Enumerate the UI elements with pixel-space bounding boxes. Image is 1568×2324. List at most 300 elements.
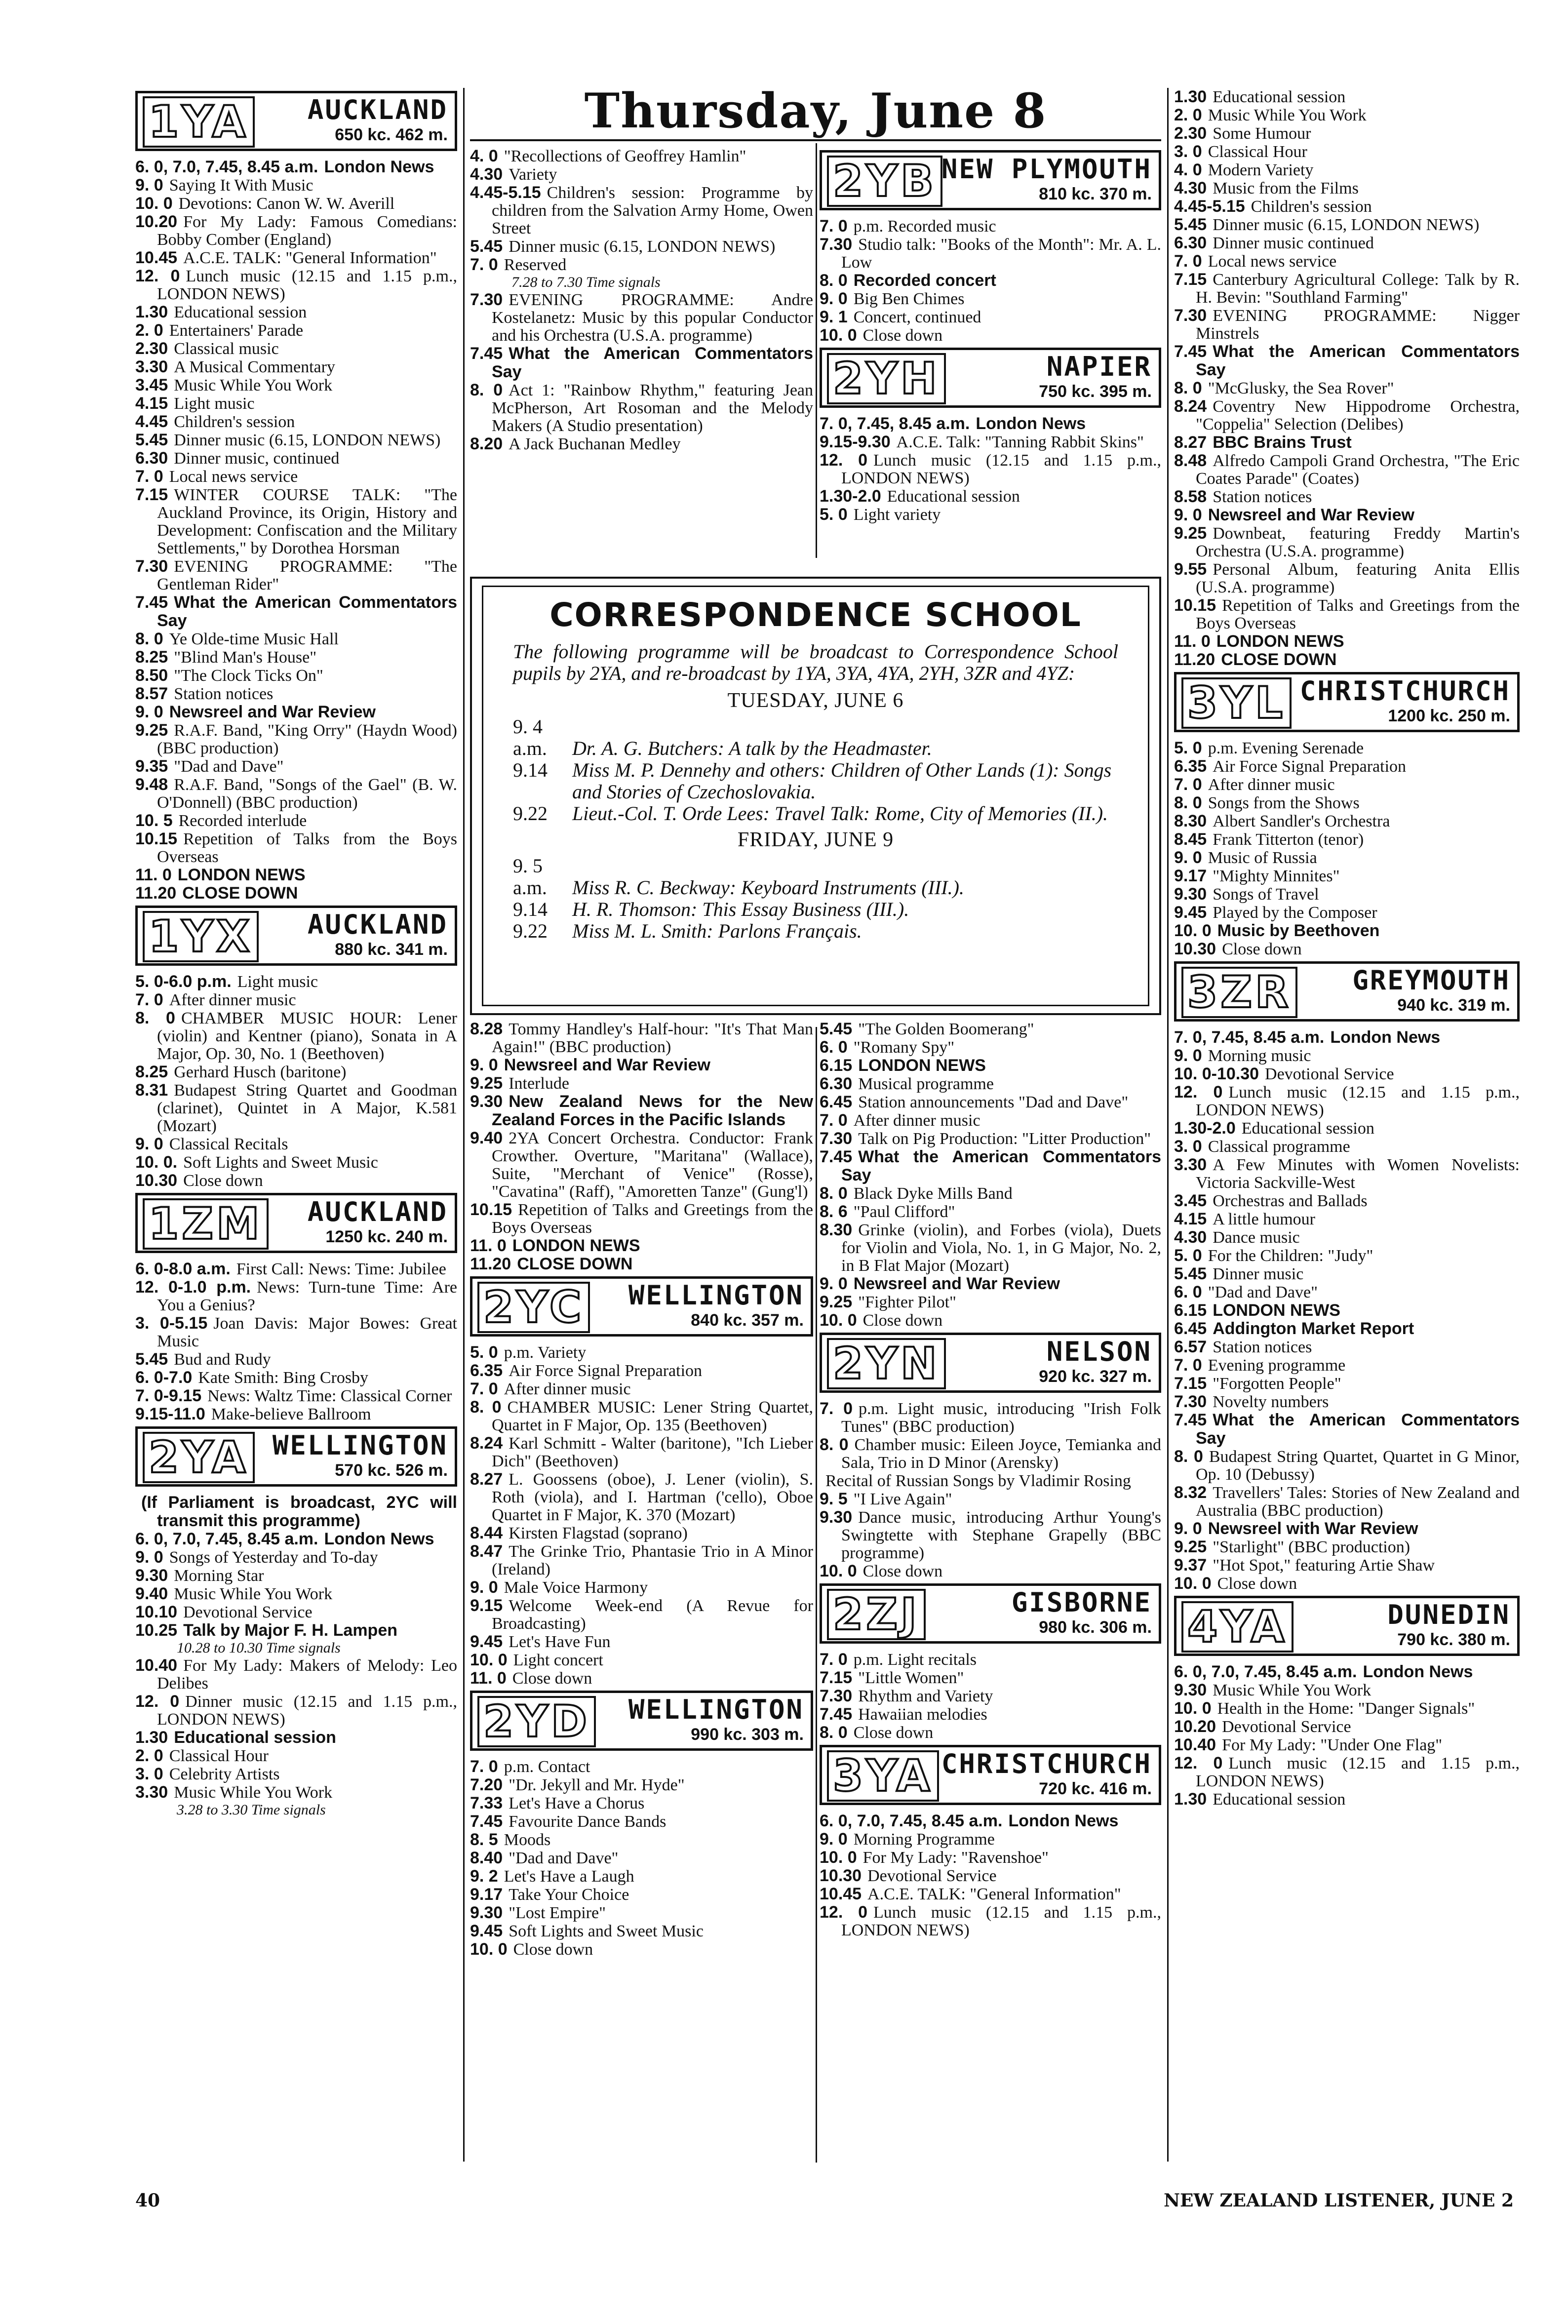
programme-description: "Dad and Dave" xyxy=(174,757,284,776)
programme-time: 9. 0 xyxy=(820,289,848,308)
programme-description: Gerhard Husch (baritone) xyxy=(174,1063,347,1081)
programme-entry xyxy=(135,1494,457,1530)
programme-entry xyxy=(135,1387,457,1405)
programme-description: 2YA Concert Orchestra. Conductor: Frank Crowther. Overture, "Maritana" (Wallace), Suite, "Merchant of Venice" (Rosse), "Cavatina" (Raff), "Amoretten Tanze" (Gung'l) xyxy=(492,1129,813,1201)
programme-description: L. Goossens (oboe), J. Lener (violin), S. Roth (viola), and I. Hartman ('cello), Oboe Quartet in F Major, K. 370 (Mozart) xyxy=(492,1470,813,1524)
programme-description: Music While You Work xyxy=(1213,1681,1372,1699)
programme-time: 3. 0-5.15 xyxy=(135,1314,208,1333)
column-2 xyxy=(470,147,813,453)
programme-time: 4.15 xyxy=(1174,1210,1207,1228)
programme-description: Dinner music (12.15 and 1.15 p.m., LONDON NEWS) xyxy=(157,1693,457,1729)
programme-entry xyxy=(1174,1338,1520,1356)
programme-entry xyxy=(1174,1356,1520,1375)
programme-description: Educational session xyxy=(1241,1119,1374,1138)
programme-description: Dinner music continued xyxy=(1213,234,1374,252)
programme-entry xyxy=(1174,1265,1520,1283)
programme-description: EVENING PROGRAMME: Andre Kostelanetz: Music by this popular Conductor and his Orchestra (U.S.A. programme) xyxy=(492,291,813,345)
programme-entry xyxy=(1174,106,1520,124)
programme-entry xyxy=(1174,1699,1520,1718)
programme-entry xyxy=(1174,1138,1520,1156)
programme-description: Budapest String Quartet, Quartet in G Minor, Op. 10 (Debussy) xyxy=(1196,1448,1520,1484)
programme-time: 9.25 xyxy=(1174,524,1207,543)
programme-time: 3.30 xyxy=(135,357,168,376)
programme-description: Newsreel and War Review xyxy=(504,1056,710,1074)
programme-entry xyxy=(470,1524,813,1542)
station-header xyxy=(135,1193,457,1253)
programme-entry xyxy=(1174,524,1520,560)
station-city: NAPIER xyxy=(1046,351,1152,382)
station-city: CHRISTCHURCH xyxy=(1299,675,1510,707)
programme-entry xyxy=(135,1747,457,1765)
programme-description: Make-believe Ballroom xyxy=(211,1405,371,1423)
programme-entry xyxy=(820,1148,1161,1184)
programme-entry xyxy=(820,1020,1161,1038)
programme-list xyxy=(470,1758,813,1959)
programme-description: Entertainers' Parade xyxy=(169,321,304,340)
programme-time: 9.30 xyxy=(820,1508,853,1527)
programme-description: Morning Star xyxy=(174,1567,264,1585)
programme-description: Tommy Handley's Half-hour: "It's That Man Again!" (BBC production) xyxy=(492,1020,813,1056)
programme-time: 7. 0-9.15 xyxy=(135,1386,202,1405)
programme-description: Classical Hour xyxy=(169,1747,269,1765)
programme-time: 9.30 xyxy=(470,1092,503,1111)
programme-entry xyxy=(135,1350,457,1369)
programme-time: 5.45 xyxy=(470,237,503,256)
programme-time: 9.25 xyxy=(1174,1537,1207,1556)
programme-description: Light concert xyxy=(513,1651,603,1669)
programme-description: p.m. Recorded music xyxy=(853,217,996,236)
programme-entry xyxy=(1174,940,1520,958)
programme-time: 7. 0 xyxy=(1174,252,1202,271)
programme-entry xyxy=(135,249,457,267)
programme-description: "Dr. Jekyll and Mr. Hyde" xyxy=(509,1776,685,1794)
programme-entry xyxy=(135,431,457,449)
programme-description: Personal Album, featuring Anita Ellis (U.S.A. programme) xyxy=(1196,560,1520,596)
programme-entry xyxy=(1174,1119,1520,1138)
programme-entry xyxy=(135,1729,457,1747)
programme-time: 7. 0 xyxy=(1174,775,1202,794)
station-city: GISBORNE xyxy=(1011,1587,1152,1618)
programme-list xyxy=(135,1260,457,1423)
station-callsign: 3YA xyxy=(827,1750,939,1802)
programme-description: Station notices xyxy=(174,685,274,703)
programme-description: Talk by Major F. H. Lampen xyxy=(183,1621,397,1640)
programme-description: Light variety xyxy=(853,506,941,524)
programme-description: Music While You Work xyxy=(174,1783,333,1802)
programme-time: 7. 0 xyxy=(820,1650,848,1669)
programme-time: 6.35 xyxy=(470,1361,503,1380)
programme-description: Station notices xyxy=(1213,1338,1312,1356)
programme-entry xyxy=(1174,830,1520,849)
programme-entry xyxy=(470,1380,813,1398)
programme-description: Talk on Pig Production: "Litter Production" xyxy=(858,1130,1151,1148)
programme-description: Close down xyxy=(513,1940,593,1959)
programme-time: 12. 0 xyxy=(1174,1754,1223,1773)
programme-list xyxy=(470,147,813,453)
programme-description: Devotions: Canon W. W. Averill xyxy=(178,195,395,213)
programme-time: 7.20 xyxy=(470,1775,503,1794)
programme-description: Black Dyke Mills Band xyxy=(853,1184,1013,1203)
programme-entry xyxy=(470,1831,813,1849)
column-divider xyxy=(816,143,817,558)
station-frequency: 720 kc. 416 m. xyxy=(1039,1779,1152,1798)
column-2-lower xyxy=(470,1020,813,1959)
programme-entry xyxy=(820,1903,1161,1939)
programme-entry xyxy=(470,1434,813,1470)
programme-entry xyxy=(135,1621,457,1640)
programme-entry xyxy=(1174,1393,1520,1411)
station-frequency: 880 kc. 341 m. xyxy=(335,940,448,959)
programme-entry xyxy=(1174,506,1520,524)
programme-description: A Few Minutes with Women Novelists: Victoria Sackville-West xyxy=(1196,1156,1520,1192)
programme-description: "McGlusky, the Sea Rover" xyxy=(1208,379,1394,397)
programme-entry xyxy=(470,435,813,453)
programme-time: 7.30 xyxy=(470,290,503,309)
programme-time: 10.30 xyxy=(1174,940,1216,958)
programme-description: Hawaiian melodies xyxy=(858,1705,987,1724)
programme-entry xyxy=(470,184,813,237)
programme-time: 8. 0 xyxy=(820,271,848,290)
publication-name: NEW ZEALAND LISTENER, JUNE 2 xyxy=(1164,2190,1514,2211)
programme-description: Ye Olde-time Music Hall xyxy=(169,630,339,648)
programme-time: 9.17 xyxy=(470,1885,503,1904)
correspondence-day: TUESDAY, JUNE 6 xyxy=(727,689,904,712)
programme-entry xyxy=(820,415,1161,433)
programme-time: 7. 0 xyxy=(820,1111,848,1130)
programme-entry xyxy=(135,1063,457,1081)
programme-time: 9. 0 xyxy=(470,1056,498,1074)
station-header xyxy=(820,1333,1161,1393)
programme-entry xyxy=(470,291,813,345)
programme-time: 10.45 xyxy=(820,1885,862,1903)
programme-description: "Romany Spy" xyxy=(853,1038,955,1057)
programme-entry xyxy=(135,593,457,630)
programme-time: 5.45 xyxy=(135,1350,168,1369)
programme-entry xyxy=(135,1530,457,1548)
programme-entry xyxy=(1174,88,1520,106)
programme-entry xyxy=(135,630,457,648)
programme-time: 5. 0 xyxy=(820,505,848,524)
programme-description: Dinner music xyxy=(1213,1265,1304,1283)
programme-description: Educational session xyxy=(1213,1790,1346,1809)
programme-entry xyxy=(820,1275,1161,1293)
programme-time: 6. 0 xyxy=(1174,1283,1202,1301)
programme-entry xyxy=(135,195,457,213)
page-number: 40 xyxy=(135,2190,160,2211)
programme-description: Kate Smith: Bing Crosby xyxy=(198,1369,369,1387)
programme-description: Concert, continued xyxy=(853,308,981,326)
programme-entry xyxy=(1174,124,1520,143)
programme-description: LONDON NEWS xyxy=(1216,632,1344,651)
programme-entry xyxy=(1174,1247,1520,1265)
programme-description: Children's session xyxy=(174,413,295,431)
programme-description: Newsreel and War Review xyxy=(1208,506,1414,524)
programme-description: CLOSE DOWN xyxy=(517,1255,633,1273)
programme-time: 10.30 xyxy=(135,1171,178,1190)
station-header xyxy=(470,1276,813,1337)
programme-time: 10. 0 xyxy=(470,1940,508,1959)
programme-time: 6.57 xyxy=(1174,1338,1207,1356)
programme-entry xyxy=(1174,651,1520,669)
programme-time: 7. 0 xyxy=(135,990,163,1009)
station-header xyxy=(1174,961,1520,1022)
programme-description: R.A.F. Band, "Songs of the Gael" (B. W. O'Donnell) (BBC production) xyxy=(157,776,457,812)
programme-time: 5. 0 xyxy=(470,1343,498,1362)
programme-time: 7.33 xyxy=(470,1794,503,1812)
programme-time: 6.30 xyxy=(1174,234,1207,252)
programme-description: Dinner music, continued xyxy=(174,449,340,468)
programme-time: 9.45 xyxy=(1174,903,1207,922)
programme-time: 9. 0 xyxy=(1174,1046,1202,1065)
programme-entry xyxy=(470,1669,813,1688)
title-rule xyxy=(470,139,1161,141)
programme-description: Canterbury Agricultural College: Talk by R. H. Bevin: "Southland Farming" xyxy=(1196,271,1520,307)
programme-time: 9. 0 xyxy=(820,1830,848,1849)
station-frequency: 940 kc. 319 m. xyxy=(1397,996,1510,1015)
programme-description: CLOSE DOWN xyxy=(1221,650,1337,669)
programme-entry xyxy=(1174,1575,1520,1593)
programme-time: 9.48 xyxy=(135,775,168,794)
station-frequency: 920 kc. 327 m. xyxy=(1039,1367,1152,1386)
programme-time: 7.45 xyxy=(1174,1411,1207,1429)
programme-time: 8.24 xyxy=(1174,397,1207,416)
programme-description: Morning Programme xyxy=(853,1830,995,1849)
station-city: AUCKLAND xyxy=(307,1196,448,1227)
correspondence-description: H. R. Thomson: This Essay Business (III.). xyxy=(572,898,909,920)
programme-time: 10.40 xyxy=(1174,1735,1216,1754)
programme-list xyxy=(820,1020,1161,1330)
programme-time: 9. 0 xyxy=(470,1578,498,1597)
programme-entry xyxy=(470,1597,813,1633)
programme-time: 12. 0 xyxy=(135,267,180,285)
programme-entry xyxy=(470,1940,813,1959)
programme-entry xyxy=(1174,379,1520,397)
programme-description: "Little Women" xyxy=(858,1669,964,1687)
programme-time: 9. 1 xyxy=(820,308,848,326)
programme-description: Close down xyxy=(1222,940,1302,958)
correspondence-row xyxy=(513,759,1118,803)
programme-time: 4. 0 xyxy=(470,147,498,165)
programme-description: Devotional Service xyxy=(1222,1718,1351,1736)
programme-time: 9. 0 xyxy=(1174,1519,1202,1538)
programme-time: 8.45 xyxy=(1174,830,1207,849)
programme-description: p.m. Evening Serenade xyxy=(1208,739,1364,757)
programme-description: Albert Sandler's Orchestra xyxy=(1213,812,1390,830)
programme-description: What the American Commentators Say xyxy=(492,344,813,381)
programme-time: 8.25 xyxy=(135,648,168,667)
programme-description: After dinner music xyxy=(1208,776,1335,794)
programme-description: Repetition of Talks and Greetings from the Boys Overseas xyxy=(1196,596,1520,632)
programme-entry xyxy=(1174,216,1520,234)
programme-description: "Blind Man's House" xyxy=(174,648,317,667)
programme-entry xyxy=(1174,1484,1520,1520)
programme-description: Musical programme xyxy=(858,1075,994,1093)
programme-entry xyxy=(470,1470,813,1524)
programme-entry xyxy=(1174,252,1520,271)
column-4 xyxy=(1174,88,1520,1809)
programme-description: Classical programme xyxy=(1208,1138,1350,1156)
programme-description: Budapest String Quartet and Goodman (clarinet), Quintet in A Major, K.581 (Mozart) xyxy=(157,1081,457,1135)
time-signal-note: 3.28 to 3.30 Time signals xyxy=(177,1802,326,1818)
programme-entry xyxy=(135,468,457,486)
programme-list xyxy=(135,158,457,903)
programme-entry xyxy=(820,1130,1161,1148)
programme-entry xyxy=(470,1201,813,1237)
programme-entry xyxy=(820,1203,1161,1221)
programme-time: 9. 0 xyxy=(820,1274,848,1293)
programme-entry xyxy=(1174,197,1520,216)
programme-time: 10. 0 xyxy=(1174,1699,1212,1718)
programme-description: Music While You Work xyxy=(174,1585,333,1603)
programme-entry xyxy=(820,217,1161,236)
programme-description: Health in the Home: "Danger Signals" xyxy=(1217,1699,1475,1718)
programme-time: 10.40 xyxy=(135,1656,178,1675)
programme-time: 6. 0, 7.0, 7.45, 8.45 a.m. xyxy=(135,1530,318,1548)
programme-time: 11. 0 xyxy=(470,1669,507,1688)
programme-time: 7.30 xyxy=(820,235,853,254)
programme-time: 9.15 xyxy=(470,1596,503,1615)
programme-time: 1.30 xyxy=(1174,87,1207,106)
programme-description: LONDON NEWS xyxy=(512,1236,640,1255)
programme-description: Local news service xyxy=(1208,252,1337,271)
programme-time: 6.30 xyxy=(820,1074,853,1093)
station-frequency: 840 kc. 357 m. xyxy=(691,1311,804,1330)
station-frequency: 990 kc. 303 m. xyxy=(691,1725,804,1744)
programme-time: 9. 2 xyxy=(470,1867,498,1886)
programme-time: 4. 0 xyxy=(1174,160,1202,179)
station-header xyxy=(135,906,457,966)
programme-description: Newsreel and War Review xyxy=(853,1274,1060,1293)
programme-time: 4.30 xyxy=(1174,179,1207,197)
programme-time: 11.20 xyxy=(135,884,177,903)
programme-time: 8.58 xyxy=(1174,487,1207,506)
programme-entry xyxy=(1174,739,1520,757)
station-header xyxy=(1174,1596,1520,1656)
programme-entry xyxy=(135,176,457,195)
programme-time: 8. 0 xyxy=(1174,379,1202,397)
programme-time: 9.25 xyxy=(820,1293,853,1311)
programme-description: p.m. Contact xyxy=(504,1758,590,1776)
programme-time: 8.27 xyxy=(1174,433,1207,452)
station-header xyxy=(470,1691,813,1751)
programme-list xyxy=(470,1343,813,1688)
programme-time: 10. 0 xyxy=(820,1848,857,1867)
programme-entry xyxy=(135,267,457,303)
programme-time: 9.25 xyxy=(135,721,168,740)
programme-entry xyxy=(1174,1520,1520,1538)
correspondence-days xyxy=(513,688,1118,942)
programme-entry xyxy=(1174,488,1520,506)
programme-description: A.C.E. Talk: "Tanning Rabbit Skins" xyxy=(896,433,1144,451)
programme-entry xyxy=(1174,1411,1520,1448)
programme-time: 6. 0, 7.0, 7.45, 8.45 a.m. xyxy=(820,1812,1003,1830)
programme-description: "Mighty Minnites" xyxy=(1213,867,1340,885)
programme-entry xyxy=(135,1009,457,1063)
programme-entry xyxy=(135,1081,457,1135)
station-city: NELSON xyxy=(1046,1336,1152,1367)
programme-time: 10.20 xyxy=(1174,1717,1216,1736)
programme-description: Lunch music (12.15 and 1.15 p.m., LONDON NEWS) xyxy=(841,1903,1161,1939)
programme-entry xyxy=(1174,904,1520,922)
programme-list xyxy=(820,1400,1161,1580)
programme-time: 7.45 xyxy=(470,1812,503,1831)
programme-description: Repetition of Talks and Greetings from the Boys Overseas xyxy=(492,1201,813,1237)
programme-entry xyxy=(820,1705,1161,1724)
programme-description: Variety xyxy=(509,165,557,184)
programme-description: Devotional Service xyxy=(1265,1065,1394,1083)
programme-list xyxy=(820,1651,1161,1742)
programme-entry xyxy=(470,1578,813,1597)
programme-description: Travellers' Tales: Stories of New Zealand and Australia (BBC production) xyxy=(1196,1484,1520,1520)
programme-time: 9.45 xyxy=(470,1922,503,1940)
programme-list xyxy=(1174,1028,1520,1593)
programme-description: A Jack Buchanan Medley xyxy=(509,435,681,453)
programme-entry xyxy=(820,1490,1161,1508)
programme-entry xyxy=(135,1603,457,1621)
station-callsign: 3ZR xyxy=(1181,967,1297,1018)
programme-description: London News xyxy=(324,158,434,176)
programme-time: 8. 0 xyxy=(820,1184,848,1203)
correspondence-row xyxy=(513,899,1118,920)
programme-description: Recorded concert xyxy=(853,271,996,290)
programme-time: 9.45 xyxy=(470,1632,503,1651)
programme-description: LONDON NEWS xyxy=(177,866,306,884)
programme-time: 6. 0-7.0 xyxy=(135,1368,193,1387)
programme-entry xyxy=(135,830,457,866)
programme-description: London News xyxy=(1363,1662,1473,1681)
time-signal-note: 7.28 to 7.30 Time signals xyxy=(511,274,661,290)
programme-time: 10. 0 xyxy=(820,326,857,345)
station-city: GREYMOUTH xyxy=(1352,965,1510,996)
programme-time: 4.45-5.15 xyxy=(470,183,541,202)
programme-description: "The Golden Boomerang" xyxy=(858,1020,1034,1038)
correspondence-description: Dr. A. G. Butchers: A talk by the Headmaster. xyxy=(572,737,932,759)
programme-entry xyxy=(1174,1681,1520,1699)
programme-time: 8.32 xyxy=(1174,1483,1207,1502)
programme-time: 1.30-2.0 xyxy=(1174,1119,1236,1138)
programme-time: 9.30 xyxy=(470,1903,503,1922)
programme-time: 8. 0 xyxy=(820,1723,848,1742)
column-1 xyxy=(135,88,457,1818)
programme-description: Close down xyxy=(862,1562,943,1580)
programme-time: 5. 0 xyxy=(1174,1246,1202,1265)
programme-time: 2.30 xyxy=(1174,124,1207,143)
programme-list xyxy=(1174,739,1520,958)
programme-description: Light music xyxy=(237,973,318,991)
programme-entry xyxy=(820,1830,1161,1849)
programme-entry xyxy=(135,757,457,776)
station-city: AUCKLAND xyxy=(307,94,448,125)
programme-entry xyxy=(1174,596,1520,632)
programme-entry xyxy=(820,1075,1161,1093)
programme-entry xyxy=(1174,1210,1520,1228)
programme-entry xyxy=(470,1867,813,1886)
programme-entry xyxy=(1174,1156,1520,1192)
programme-description: R.A.F. Band, "King Orry" (Haydn Wood) (BBC production) xyxy=(157,721,457,757)
programme-entry xyxy=(135,1783,457,1802)
programme-description: Close down xyxy=(183,1172,263,1190)
programme-time: 7.45 xyxy=(820,1705,853,1724)
programme-description: Act 1: "Rainbow Rhythm," featuring Jean McPherson, Art Rosoman and the Melody Makers (A Studio presentation) xyxy=(492,381,814,435)
programme-time: 1.30-2.0 xyxy=(820,487,881,506)
station-city: AUCKLAND xyxy=(307,909,448,940)
station-frequency: 790 kc. 380 m. xyxy=(1397,1630,1510,1649)
programme-description: CHAMBER MUSIC: Lener String Quartet, Quartet in F Major, Op. 135 (Beethoven) xyxy=(492,1398,813,1434)
programme-entry xyxy=(1174,1301,1520,1320)
station-frequency: 750 kc. 395 m. xyxy=(1039,382,1152,401)
programme-time: 3.30 xyxy=(135,1783,168,1802)
programme-description: Celebrity Artists xyxy=(169,1765,280,1783)
